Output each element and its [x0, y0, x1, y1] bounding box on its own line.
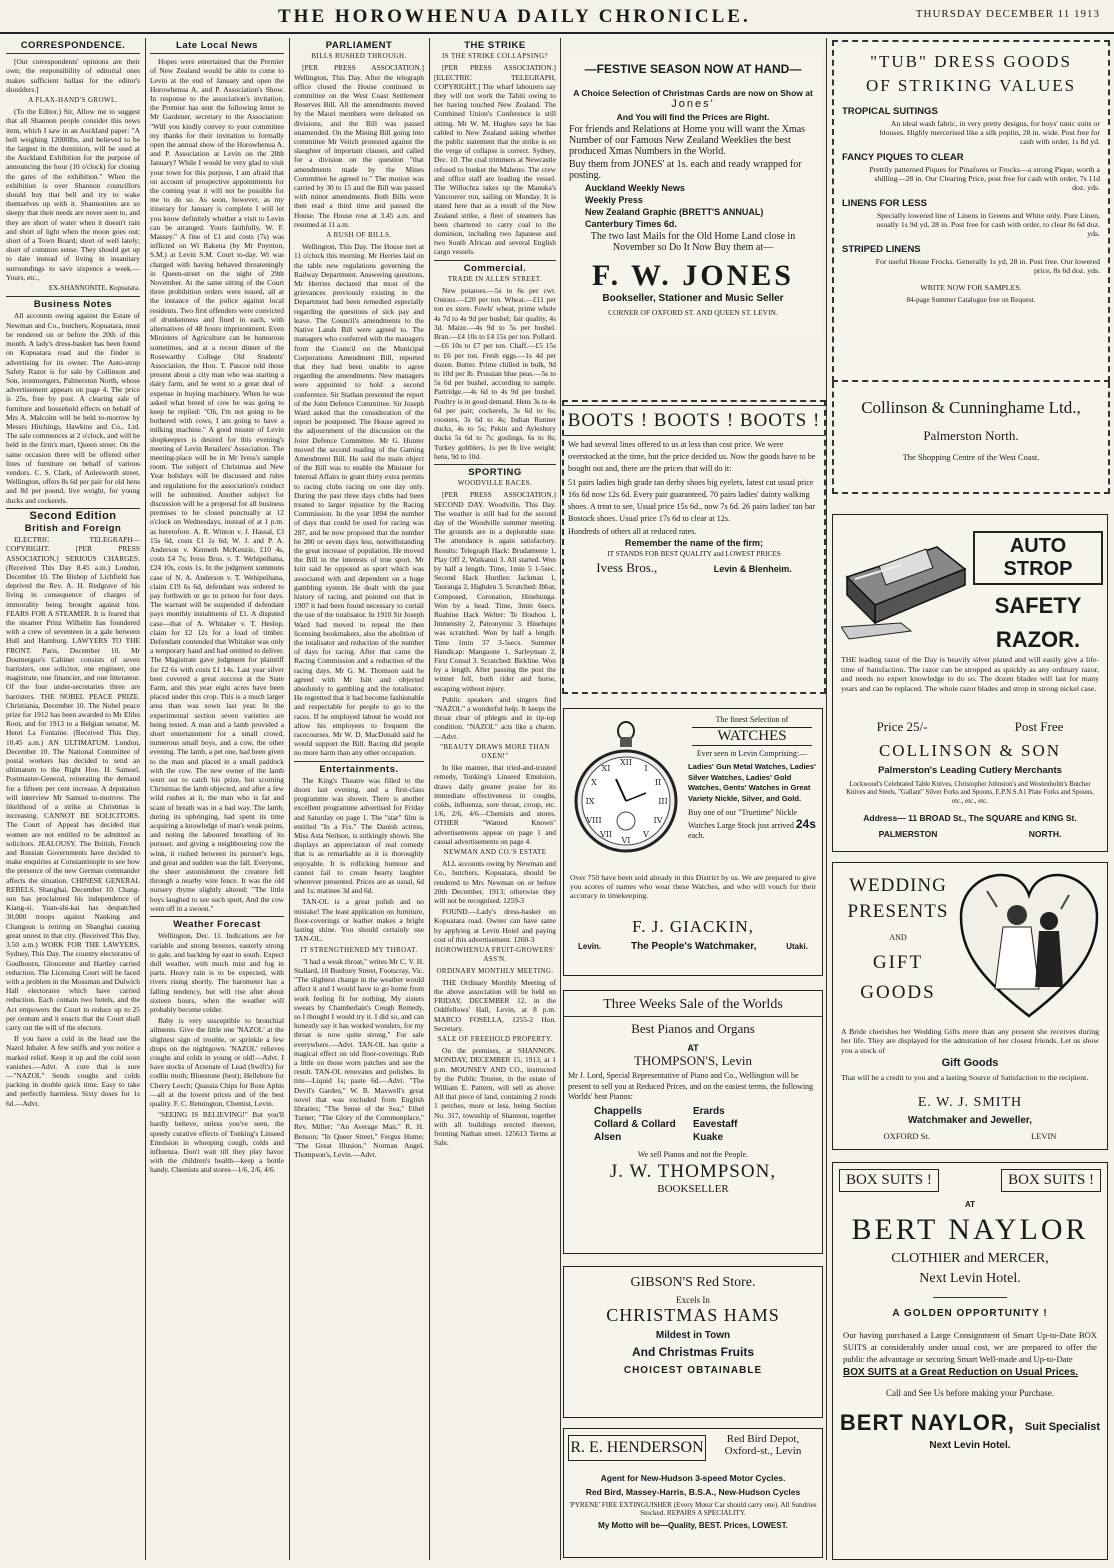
watches-sold: Over 750 have been sold already in this District by us. We are prepared to give you scores of names who wear these Watches, and who will vouch for their accuracy in timekeeping.	[570, 873, 816, 900]
naylor-consignment: Our having purchased a Large Consignment of Smart Up-to-Date BOX SUITS at considerably under usual cost, we are prepared to offer the public the advantage or securing Smart Well-made and Up-to-Date	[843, 1330, 1097, 1364]
watches-each: each.	[688, 831, 705, 840]
nazol-advt: If you have a cold in the head use the Nazol Inhaler. A few sniffs and you notice a marked relief. Keep it up and the cold soon vanishes.—Advt. A cure that is sure—"NAZOL" Sends coughs and colds packing in double quick time. Easy to take and perfectly harmless. Sixty doses for 1s 6d.—Advt.	[6, 1034, 140, 1108]
divider	[6, 508, 140, 509]
gibson-hams: CHRISTMAS HAMS	[606, 1305, 780, 1325]
column-correspondence	[6, 38, 140, 1560]
jones-headline: —FESTIVE SEASON NOW AT HAND—	[584, 62, 802, 76]
razor-description: THE leading razor of the Day is heavily silver plated and will easily give a life-time of Satisfaction. The razor can be stropped as quickly as any ordinary razor, and needs no expert knowledge to do so. The dozen blades will last for many years and can be replaced. The whole razor blades and strop in strong nickel case.	[841, 655, 1099, 693]
nazol-speakers-advt: Public speakers and singers find "NAZOL" a wonderful help. It keeps the throat clear of phlegm and in tip-top condition. "NAZOL" acts like a charm.—Advt.	[434, 694, 556, 741]
collinson-son-trade: Palmerston's Leading Cutlery Merchants	[878, 765, 1062, 776]
heading-commercial: Commercial.	[463, 262, 527, 274]
boots-quality: IT STANDS FOR BEST QUALITY and LOWEST PRICES	[607, 550, 781, 558]
razor-title-block	[973, 531, 1103, 653]
column-local-news	[150, 38, 284, 1560]
razor-case-illustration	[841, 527, 969, 647]
heading-british-foreign: British and Foreign	[24, 522, 122, 534]
ad-thompson-pianos	[563, 990, 823, 1254]
heading-parliament: PARLIAMENT	[325, 40, 393, 51]
wedding-gift-goods: Gift Goods	[941, 1057, 999, 1069]
heading-entertainments: Entertainments.	[319, 763, 399, 775]
subheading-bills-rushed: BILLS RUSHED THROUGH.	[311, 52, 407, 61]
pianos-representative: Mr J. Lord, Special Representative of Piano and Co., Wellington will be present to sell you at Reduced Prices, and on the easiest terms, the following Worlds' best Pianos:	[568, 1071, 814, 1101]
linens-heading: LINENS FOR LESS	[842, 198, 927, 209]
entertainments-body: The King's Theatre was filled to the doors last evening, and a first-class programme was shown. There is another excellent programme advertised for Friday and Saturday on page 1. The "star" film is entitled "In a Fix." The Danish actress, Miss Asta Neilson, is strikingly shown. She displays an appreciation of real comedy that is as remarkable as it is thoroughly enjoyable. It is rollicking humour and cannot fail to create hearty laughter wherever presented. Prices are as usual, 6d and 1s; matinee 3d and 6d.	[294, 775, 424, 896]
wedding-title-2: PRESENTS	[847, 901, 949, 922]
tub-write-samples: WRITE NOW FOR SAMPLES.	[920, 283, 1022, 292]
boots-remember: Remember the name of the firm;	[624, 538, 764, 548]
divider	[564, 435, 824, 436]
subheading-monthly-meeting: ORDINARY MONTHLY MEETING.	[436, 966, 554, 975]
naylor-opportunity: A GOLDEN OPPORTUNITY !	[892, 1308, 1048, 1319]
cc-town: Palmerston North.	[923, 428, 1019, 443]
commercial-body: New potatoes.—5s to 6s per cwt. Onions.—£20 per ton. Wheat.—£11 per ton ex store. Fowls' wheat, prime whole 4s 7d to 4s 9d per bushel; fair quality, 4s 3d. Maize.—4s 9d to 5s per bushel. Bran.—£4 10s to £4 15s per ton. Pollard.—£6 10s to £7 per ton. Chaff.—£5 15s to £6 per ton. Fresh eggs.—1s 4d per dozen. Butter. Prime chilled in bulk, 9d to 10d per lb. Prussian blue peas.—5s to 5s 6d per bushel, according to sample. Partridge.—4s 6d to 4s 9d per bushel. Poultry is in good demand. Hens 3s to 4s 6d per pair; cockerels, 3s 6d to 6s; roosters, 3s 6d to 4s; Indian Runner ducks, 4s to 5s; Pekin and Aylesbury ducks 5s 6d to 7s; goslings, 6s to 8s; Turkey gobblers, 1s per lb live weight; hens, 9d to 10d.	[434, 286, 556, 461]
naylor-location: Next Levin Hotel.	[919, 1271, 1021, 1286]
heading-late-local-news: Late Local News	[176, 40, 258, 51]
weekly-press: Weekly Press	[585, 195, 643, 205]
column-rule	[289, 38, 290, 1560]
henderson-agent: Agent for New-Hudson 3-speed Motor Cycles.	[600, 1473, 786, 1483]
chemist-notices: Baby is very susceptible to bronchial ailments. Give the little one 'NAZOL' at the slightest sign of trouble, or sprinkle a few drops on the nightgown. 'NAZOL' relieves coughs and colds in young or old!—Advt. I have stocks of Arsenate of Lead (Swift's) for codlin moth; Bluestone (best); Hellebore for Cherry Leech; Quassia Chips for Rose Aphis—all at the lowest prices and of the best quality. F. C. Remington, Chemist, Levin.	[150, 1016, 284, 1108]
naylor-sig-name: BERT NAYLOR,	[839, 1410, 1015, 1435]
subheading-rush-of-bills: A RUSH OF BILLS.	[326, 231, 392, 240]
newman-notice: ALL accounts owing by Newman and Co., butchers, Kopuatara, should be rendered to Mrs Newman on or before 20th December, 1913; otherwise they will not be recognised. 1259-3	[434, 859, 556, 906]
watches-finest: The finest Selection of	[715, 715, 789, 724]
tub-catalogue: 84-page Summer Catalogue free on Request.	[906, 296, 1036, 304]
brand-chappells: Chappells	[594, 1105, 642, 1117]
divider	[6, 296, 140, 297]
heading-second-edition: Second Edition	[29, 509, 117, 522]
razor-title-2: SAFETY	[994, 593, 1082, 618]
watches-list: Ladies' Gun Metal Watches, Ladies' Silver Watches, Ladies' Gold Watches, Gents' Watches in Great Variety Nickle, Silver, and Gold.	[688, 762, 816, 803]
smith-trade: Watchmaker and Jeweller,	[907, 1115, 1033, 1126]
tanol-advt: TAN-OL is a great polish and no mistake! The least application on furniture, floor-coverings or leather makes a bright lasting shine. You should certainly use TAN-OL.	[294, 897, 424, 944]
collinson-son-city	[833, 829, 1107, 839]
divider	[150, 53, 284, 54]
masthead	[0, 0, 1114, 34]
divider	[150, 916, 284, 917]
divider	[434, 464, 556, 465]
strike-body: [PER PRESS ASSOCIATION.] [ELECTRIC TELEGRAPH, COPYRIGHT.] The wharf labourers say they will not work the Tahiti owing to her having touched New Zealand. The Combined Union's Conference is still sitting. Mr W. M. Hughes says he has cabled to New Zealand asking whether the public statement that the strike is on the verge of collapse is correct. Sydney, Dec. 10. The coal trimmers at Newcastle refused to bunker the Mahenо. The crew and office staff are loading the vessel. The Willochra takes up the Manuka's Vancouver run, sailing on Monday. It is stated here that as a result of the New Zealand strike, a fleet of steamers has been chartered to carry coal to the dominion, including two Japanese and two South African and several English cargo vessels.	[434, 63, 556, 257]
boots-firm-towns: Levin & Blenheim.	[713, 564, 792, 574]
thompson-name: J. W. THOMPSON,	[609, 1160, 777, 1182]
svg-text:IV: IV	[653, 816, 663, 825]
heading-sporting: SPORTING	[468, 466, 522, 478]
brand-eavestaff: Eavestaff	[693, 1118, 738, 1130]
smith-address	[833, 1131, 1107, 1141]
column-parliament	[294, 38, 424, 1560]
watches-price: 24s	[795, 817, 816, 831]
watches-text-block	[686, 715, 818, 842]
svg-text:II: II	[654, 778, 662, 787]
razor-post-free: Post Free	[1014, 719, 1064, 734]
smith-name: E. W. J. SMITH	[917, 1095, 1023, 1110]
boots-firm-name: Ivess Bros.,	[596, 560, 658, 575]
letter-body: (To the Editor.) Sir, Allow me to suggest that all Shannon people consider this news item, which I saw in an Auckland paper: "A bell weighing 12000lbs, and believed to be the largest in the dominion, will be used at the Auckland Exhibition for the purpose of announcing the hour (10 o'clock) for closing the gates of the exhibition." When the exhibition is over Shannon councillors should buy that bell and try to wake themselves up with it. Shannonites are so sleepy that their needs are never seen to, and they are short of water when it doesn't rain and short of light when the moon goes out; short of a Town Board; short of well lately; short of common sense. They should get up to date instead of living in insanitary surroundings to save sixpence a week.—Yours, etc.,	[6, 107, 140, 282]
wedding-title-1: WEDDING	[849, 875, 947, 896]
ad-giackin-watches	[563, 708, 823, 976]
striped-body: For useful House Frocks. Generally 1s yd, 28 in. Post free. Our lowered price, 8s 6d doz. yds.	[875, 257, 1100, 275]
brand-erards: Erards	[693, 1105, 725, 1117]
ad-tub-dress-goods	[832, 40, 1110, 382]
tub-title-2: OF STRIKING VALUES	[865, 76, 1077, 95]
business-notes-body: All accounts owing against the Estate of Newman and Co., butchers, Kopuatara, must be rendered on or before the 20th of this month. A lady's dress-basket has been found on Kopuatara road and the finder is advertising for its owner. The Auto-strop Safety Razor is for sale by Collinson and Son, ironmongers, Palmerston North, whose advertisement appears on page 4. The price is 25s, free by post. A clearing sale of furniture and household effects on behalf of Mrs A. Malcolm will be held to-morrow by Messrs Hitchings, Hawkins and Co., Ltd. The sale commences at 2 o'clock, and will be held in the firm's mart, Queen street. On the same occasion there will be offered other lines of furniture on behalf of various vendors. C. S. Clark, of Aulesworth street, Wellington, offers 8s 6d per pair for old hens and 8d per pound, live weight, for young ducks and cockerels.	[6, 311, 140, 505]
gibson-fruits: And Christmas Fruits	[631, 1345, 754, 1359]
svg-text:VII: VII	[599, 830, 613, 839]
jones-line-cards	[569, 88, 817, 110]
heading-the-strike: THE STRIKE	[464, 40, 526, 51]
found-notice: FOUND.—Lady's dress-basket on Kopuatara road. Owner can have same by applying at Levin Hotel and paying cost of this advertisement. 1260-3	[434, 907, 556, 944]
ad-smith-wedding-presents	[832, 862, 1108, 1150]
watches-truetime	[688, 808, 816, 840]
pianos-shop: THOMPSON'S, Levin	[634, 1053, 752, 1068]
jones-line-mails: The two last Mails for the Old Home Land close in November so Do It Now Buy them at—	[590, 231, 796, 253]
svg-text:III: III	[658, 797, 668, 806]
giackin-name: F. J. GIACKIN,	[632, 917, 754, 936]
brand-alsen: Alsen	[594, 1131, 622, 1143]
letter-title: A FLAX-HAND'S GROWL.	[28, 96, 118, 105]
parliament-body-2: Wellington, This Day. The House met at 11 o'clock this morning. Mr Herries laid on the table new regulations governing the Railway Department. Answering questions, Mr Herries declared that most of the grievances previously existing in the Department had been remedied especially regarding the questions of sick pay and leave. The Council's amendments to the Native Lands Bill were agreed to. The managers who conferred with the managers from the Council on the Municipal Corporations Amendment Bill, reported that they had been unable to agree regarding the amendments. New managers were appointed to hold a second conference. Sir Stathan presented the report of the Joint Defence Committee. Sir Joseph Ward asked that the consideration of the report be postponed. The House agreed to the adjournment of the discussion on the Joint Defence Committee. Mr G. Hunter moved the second reading of the Gaming Amendment Bill. He said the main object of the Bill was to enable the Minister for Internal Affairs to grant thirty extra permits to racing clubs racing on one day only. During the past three days clubs had been treated to larger injustice by the Racing Commission. In the year 1894 the number of days that could be used for racing was 287, and he now proposed that the number be 280 or seven days less, notwithstanding the great increase of population. He moved the Bill in the interests of true sport. Mr Isitt said he opposed as sport which was associated with and dependent on a huge gambling system. He dealt with the past history of racing, and pointed out that in 1907 it had been found necessary to curtail the use of the totalisator. In 1910 Sir Joseph Ward had moved to repeal the then licensing bookmakers, also the abolition of the totalisator and reduction of the number of days for racing. After that came the Racing Commission and a reduction of the racing days. Mr G. M. Thomson said he agreed with Mr Isitt and objected absolutely to gambling and the totalisator. He regretted that it had become fashionable and respectable for people to go to the races. If he employed labour he would not allow his employees to frequent the racecourses. Mr W. D. MacDonald said he would support the Bill. Racing did people no more harm than any other occupation.	[294, 242, 424, 758]
henderson-name: R. E. HENDERSON	[568, 1435, 706, 1461]
pocket-watch-illustration	[570, 719, 682, 859]
giackin-town-otaki: Utaki.	[786, 942, 808, 951]
svg-text:V: V	[643, 830, 649, 839]
city-north: NORTH.	[1028, 829, 1062, 839]
wedding-title-block	[843, 875, 953, 1004]
piques-heading: FANCY PIQUES TO CLEAR	[842, 152, 964, 163]
newspaper-title: THE HOROWHENUA DAILY CHRONICLE.	[278, 6, 751, 27]
column-rule	[145, 38, 146, 1560]
watches-truetime-text: Buy one of our "Truetime" Nickle Watches Large Stock just arrived	[688, 808, 798, 830]
boots-prices: 51 pairs ladies high grade tan derby shoes big eyelets, latest cut usual price 16s 6d now 12s 6d. Every pair guaranteed. 70 pairs ladies' dainty walking shoes. A treat to see, Usual price 15s 6d., now 7s 6d. 26 pairs ladies' tan bar Bostock shoes. Usual price 17s 6d to clear at 12s.	[568, 478, 816, 523]
divider	[294, 761, 424, 762]
jones-name: F. W. JONES	[592, 259, 794, 292]
watches-title: WATCHES	[692, 727, 812, 746]
weekly-auckland: Auckland Weekly News	[585, 183, 685, 193]
heading-weather-forecast: Weather Forecast	[173, 919, 261, 931]
wedding-heart-illustration	[957, 871, 1101, 1021]
svg-text:I: I	[644, 764, 648, 773]
subheading-strike-collapsing: IS THE STRIKE COLLAPSING?	[441, 52, 549, 61]
letter-signature: EX-SHANNONITE. Kopuatara.	[48, 284, 140, 293]
naylor-sig-trade: Suit Specialist	[1024, 1421, 1101, 1433]
tropical-body: An ideal wash fabric, in very pretty designs, for boys' tunic suits or blouses. Highly mercerised like a silk poplin, 28 in. wide. Post free for cash with order, 1s 8d yd.	[879, 119, 1100, 146]
pianos-tagline: We sell Pianos and not the People.	[637, 1149, 749, 1159]
watches-comprising: Ever seen in Levin Comprising:—	[696, 749, 808, 758]
divider	[564, 1016, 822, 1017]
brand-collard: Collard & Collard	[594, 1118, 676, 1130]
naylor-signature	[833, 1410, 1107, 1436]
pianos-at: AT	[687, 1043, 699, 1053]
svg-text:XI: XI	[601, 764, 611, 773]
ad-collinson-cunninghame	[832, 382, 1110, 494]
cable-news-body: ELECTRIC TELEGRAPH—COPYRIGHT. [PER PRESS ASSOCIATION.] SERIOUS CHARGES. (Received This Day 8.45 a.m.) London, December 10. The Bishop of Lichfield has deprived the Rev. A. H. Redgrave of his living in consequence of charges of immorality being brought against him. FEARS FOR A STEAMER. It is feared that the steamer Prinz Wilhelm has foundered with a crew of seventeen in a gale between Hull and Hamburg. LAWYERS TO THE FRONT. Paris, December 10. Mr Doumergue's Cabinet consists of seven barristers, one solicitor, one engineer, one magistrate, one financier, and one litterateur. Of the four under-secretaries three are barristers. THE NOBEL PEACE PRIZE. Christiania, December 10. The Nobel peace prize for 1912 has been awarded to Mr Elihu Root, and for 1913 to a Belgian senator, M. Henri La Fontaine. (Received This Day, 10.45 a.m.) AN ULTIMATUM. London, December 10. The National Committee of postal workers has decided to send an ultimatum to the Right Hon. H. Samuel, Postmaster-General, reiterating the demand for a fifteen per cent increase. A deputation will interview Mr Samuel to-morrow. The likelihood of a strike at Christmas is increasing. CANNOT BE SOLICITORS. The Court of Appeal has decided that women are not entitled to be admitted as solicitors. JEALOUSY. The British, French and Russian Governments have decided to make enquiries at Constantinople to see how the presence of the new German commander affects the situation. CHINESE GENERAL REBELS. Shanghai, December 10. Chang-sun has proclaimed his independence of Kiang-si. Yuan-shi-kai has despatched 30,000 troops against Nanking and Changsun is retiring on Shanghai causing great unrest in that city. (Received This Day, 3.50 a.m.) WORK FOR THE LAWYERS. Sydney, This Day. The country electorates of Goulbourn, Gloucester and Hartley carried reduction. The Licensing Court will be faced with a problem in the Mossman and Dulwich Hall electorates which have carried reduction. Each contain two hotels, and the Act empowers the Court to reduce up to 25 per centum and it enacts that the Court shall carry out the will of the electors.	[6, 535, 140, 1032]
cc-tagline: The Shopping Centre of the West Coast.	[902, 452, 1040, 462]
razor-title-3: RAZOR.	[995, 627, 1081, 652]
pianos-subheadline: Best Pianos and Organs	[631, 1021, 755, 1036]
giackin-town-levin: Levin.	[578, 942, 602, 951]
henderson-street: Oxford-st., Levin	[724, 1445, 802, 1457]
jones-line-prices: And You will find the Prices are Right.	[616, 112, 770, 122]
linens-body: Specially lowered line of Linens in Greens and White only. Pure Linen, usually 1s 9d yd, 28 in. Post free for cash with order, to clear 8s 6d doz. yds.	[876, 211, 1100, 238]
freehold-sale-notice: On the premises, at SHANNON. MONDAY, DECEMBER 15, 1913, at 1 p.m. MOUNSEY AND CO., instructed by the Public Trustee, in the estate of William E. Pattern, will sell as above: All that piece of land, containing 2 roods 1 perches, more or less, being Section No. 317, township of Shannon, together with all buildings erected thereon, fronting Nathan street. 125613 Terms at Sale.	[434, 1046, 556, 1148]
wedding-title-4: GOODS	[860, 982, 936, 1003]
jones-trade: Bookseller, Stationer and Music Seller	[602, 293, 784, 304]
ad-gibson-hams	[563, 1266, 823, 1418]
editorial-note: [Our correspondents' opinions are their own; the responsibility of editorial ones makes sufficient ballast for the editor's shoulders.]	[6, 57, 140, 94]
subheading-freehold-sale: SALE OF FREEHOLD PROPERTY.	[437, 1034, 553, 1043]
column-rule	[429, 38, 430, 1560]
wedding-credit: That will be a credit to you and a lasting Source of Satisfaction to the recipient.	[841, 1073, 1089, 1082]
ad-ivess-boots	[562, 400, 826, 694]
column-rule	[826, 38, 827, 1560]
divider	[933, 1297, 1007, 1298]
jones-line-weeklies: For friends and Relations at Home you will want the Xmas Number of our Famous New Zealand Weeklies the best produced Xmas Numbers in the World.	[569, 124, 806, 157]
naylor-trade: CLOTHIER and MERCER,	[891, 1251, 1049, 1266]
meeting-notice: THE Ordinary Monthly Meeting of the above association will be held on FRIDAY, DECEMBER 12, in the Oddfellows' Hall, Levin, at 8 p.m. MARCO FOSELLA, 1255-2 Hon. Secretary.	[434, 977, 556, 1033]
piano-brands	[564, 1105, 822, 1144]
svg-text:XII: XII	[619, 758, 633, 767]
weekly-canterbury: Canterbury Times 6d.	[585, 219, 677, 229]
ad-bert-naylor	[832, 1162, 1108, 1560]
collinson-son-address: Address— 11 BROAD St., The SQUARE and KING St.	[863, 813, 1077, 823]
svg-text:X: X	[591, 778, 597, 787]
local-news-body: Hopes were entertained that the Premier of New Zealand would be able to come to Levin at the end of January and open the Horowhenua A. and P. Association's Show. In response to the association's invitation, the Premier has sent the following letter to Mr Gardener, secretary to the Association: "Will you kindly convey to your committee my thanks for their invitation to formally open the annual show of the Horowhenua A. and P. Association at Levin on the 28th January? While I would be very glad to visit your town for this purpose, I am afraid that on account of prospective appointments for the coming year it will not be possible for me to do so. As soon, however, as my itinerary for January is complete I will let you know definitely whether a visit to Levin can be arranged. Yours faithfully, W. F. Massey." A fine of £1 and costs (7s) was inflicted on Wi Rakena (by Mr Poynton, S.M.) at Levin S.M. Court to-day. Wi was charged with having behaved threateningly in Queen-street on the night of 29th November. At the same sitting of the Court three prohibition orders were issued, all at the instance of the police against local residents. Two first offenders were convicted of drunkenness and fined in each, with alternatives of 48 hours imprisonment. Even Ministers of Agriculture can be humorous sometimes, and at a recent dinner of the Rosewarthy College Old Students' Association, the Hon. T. Pascoe told those present about a city man who was starting a dairy farm, and he went to a great deal of expense in buying machinery. When he was asked what breed of cow he was going to keep he replied: "Oh, I'm not going to be bothered with cows, I am going to have a milking machine." A good muster of Levin shopkeepers is desired for this evening's meeting of Levin Retailers' Association. The meeting-place will be in Mr Ivess's sample room. The subject of Christmas and New Year holidays will be discussed and rules and regulations for the association's conduct will be submitted. Another subject for discussion will be a proposal for all business premises to be closed punctually at 12 o'clock on Wednesdays, instead of at 1 p.m. as heretofore. A. R. Winton v. J. Hassal, £3 15s 6d, costs £1 1s 6d; W. J. and P. A. Anderson v. Kenneth McKenzie, £10 4s, costs £4 7s; Ivess Bros. v. T. Wehipeihana, £24 10s, costs 1s. In the judgment summons case of N. A. Anderson v. T. Wehipeihana, claim £19 6s 6d, defendant was ordered to pay forthwith or go to prison for four days. The warrant will be suspended if defendant pays monthly instalments of £1. A disputed case—that of A. Whitaker v. T. Heslop, claim for £2 12s for a load of timber. Defendant contended that Whitaker was only a temporary hand and had omitted to deliver. The Magistrate gave judgment for plaintiff for £2 6s with costs £1 14s. Last year silver beet covered a great success at the State Farm, and this year eight acres have been placed under this crop. This is a much larger area than was sown last year. In the experimental section seven varieties are being tested. A man and a lamb provided a short entertainment for a small crowd, numerous small boys, and a cow, the other evening. The lamb, a pet one, had been given to the man and placed in a small paddock with the cow. The new owner of the lamb went out to catch his prize, but scorning Christmas the lamb objected, and after a few wild rushes at it, the man who is fat and scant of breath was in a bad way. The lamb, during its upbringing, had spent its time acquiring a knowledge of man's weak points, and noting the laboured breathing of its pursuer, and giving a neighbouring cow the wink, it rushed between its pursuer's legs, and great and sudden was the fall. Everyone, the sheer astonishment the creature fell through a nearby wire fence. It was the old nursery rhyme slightly altered: "The little boys laughed to see such sport, And the cow went off in a swoon."	[150, 57, 284, 913]
collinson-son-stock: Lockwood's Celebrated Table Knives, Christopher Johnston's and Wostenholm's Butcher Knives and Steels, "Gallant" Silver Forks and Spoons, E.P.N.S.A1 Plate Forks and Spoons, etc., etc., etc.	[846, 781, 1094, 805]
jones-name-inline: Jones'	[671, 98, 715, 110]
naylor-sig-location: Next Levin Hotel.	[929, 1440, 1011, 1451]
gibson-excels: Excels In	[676, 1295, 710, 1305]
striped-heading: STRIPED LINENS	[842, 244, 921, 255]
smith-town: LEVIN	[1030, 1131, 1057, 1141]
gibson-mildest: Mildest in Town	[655, 1330, 731, 1341]
subheading-woodville-races: WOODVILLE RACES.	[457, 479, 533, 488]
beauty-advt-body: In like manner, that tried-and-trusted remedy, Tonking's Linseed Emulsion, draws daily greater praise for its immediate effectiveness in coughs, colds, influenza, sore throat, croup, etc. 1/6, 2/6, 4/6—Chemists and stores. OTHER "Wanted Known" advertisements appear on page 1 and casual advertisements on page 4.	[434, 763, 556, 846]
boots-headline: BOOTS ! BOOTS ! BOOTS !	[567, 410, 821, 431]
subheading-beauty: "BEAUTY DRAWS MORE THAN OXEN!"	[440, 742, 550, 761]
boots-others: Hundreds of others all at reduced rates.	[568, 527, 697, 536]
subheading-fruitgrowers: HOROWHENUA FRUIT-GROWERS' ASS'N.	[435, 946, 555, 964]
naylor-at: AT	[964, 1200, 976, 1209]
column-rule	[560, 38, 561, 1560]
jones-cards-text: A Choice Selection of Christmas Cards are now on Show at	[573, 88, 813, 98]
subheading-newman-estate: NEWMAN AND CO.'S ESTATE	[443, 848, 547, 857]
giackin-trade: The People's Watchmaker,	[630, 941, 757, 952]
svg-text:VIII: VIII	[586, 816, 602, 825]
box-suits-2: BOX SUITS !	[1001, 1169, 1101, 1192]
svg-text:VI: VI	[621, 836, 631, 845]
razor-price: Price 25/-	[876, 719, 928, 734]
henderson-depot	[708, 1433, 818, 1457]
ad-fw-jones	[565, 56, 821, 336]
tropical-heading: TROPICAL SUITINGS	[842, 106, 938, 117]
divider	[6, 53, 140, 54]
wedding-intro: A Bride cherishes her Wedding Gifts more than any present she receives during her life. They are displayed for the admiration of her closest friends. Let us show you a stock of	[841, 1027, 1099, 1055]
henderson-body	[564, 1473, 822, 1530]
parliament-body-1: [PER PRESS ASSOCIATION.] Wellington, This Day. After the telegraph office closed the House continued in committee on the West Coast Settlement Reserves Bill. All the amendments moved by the Maori members were defeated on divisions, and the Bill was passed unamended. On the Mining Bill going into committee Mr Veitch protested against the slaughter of important clauses, and called for a division on the question "that amendments made by the Mines Committee be agreed to." The motion was carried by 30 to 15 and the Bill was passed with minor amendments. Both Bills were then read a third time and passed the House. The House rose at 3.45 a.m. and resumed at 11 a.m.	[294, 63, 424, 229]
gibson-title: GIBSON'S Red Store.	[630, 1275, 756, 1290]
tub-title-1: "TUB" DRESS GOODS	[870, 52, 1072, 71]
naylor-call: Call and See Us before making your Purchase.	[886, 1388, 1054, 1398]
sporting-body: [PER PRESS ASSOCIATION.] SECOND DAY. Woodville, This Day. The weather is still bad for the second day of the Woodville summer meeting. The grounds are in a deplorable state. The attendance is again satisfactory. Results: Telegraph Hack: Brudamente 1, Play Off 2, Waikanui 3. All started. Won by half a length. Time, 1min 5 1-5sec. Second Hack Hurdles: Jackman 1, Tauranga 2, Highden 3. Scratched: Ibbar, Composed, Coronation, Hinehunga. Won by a head. Time, 3min 6secs. Ruahine Hack Welter: Te Houhou 1, Immensity 2, Patronymic 3. Hinehupu was scratched. Won by half a length. Time 1min 37 3-5secs. Summer Handicap: Mangaone 1, Sarleyman 2, First Consul 3. Scratched: Birkline. Won by a length. After passing the post the winner fell, both rider and horse, escaping without injury.	[434, 490, 556, 693]
henderson-motto: My Motto will be—Quality, BEST. Prices, LOWEST.	[598, 1521, 788, 1530]
wedding-and: AND	[889, 933, 907, 942]
ad-henderson-cycles	[563, 1428, 823, 1558]
divider	[434, 260, 556, 261]
svg-text:IX: IX	[585, 797, 595, 806]
subheading-allen-street: TRADE IN ALLEN STREET.	[447, 274, 543, 283]
henderson-cycles: Red Bird, Massey-Harris, B.S.A., New-Hudson Cycles	[585, 1487, 801, 1497]
jones-line-buy: Buy them from JONES' at 1s. each and ready wrapped for posting.	[569, 159, 802, 181]
jones-address: CORNER OF OXFORD ST. AND QUEEN ST. LEVIN.	[608, 308, 778, 317]
collinson-son-name: COLLINSON & SON	[878, 741, 1062, 760]
ad-auto-strop-razor	[832, 514, 1108, 852]
heading-business-notes: Business Notes	[33, 299, 113, 311]
subheading-throat: IT STRENGTHENED MY THROAT.	[300, 945, 418, 954]
issue-date: THURSDAY DECEMBER 11 1913	[915, 8, 1100, 20]
tonking-advt: "SEEING IS BELIEVING!" But you'll hardly believe, unless you've seen, the speedy curative effects of Tonking's Linseed Emulsion in whooping cough, colds and influenza. Don't wait till they play havoc with the children's health—keep a bottle handy. Chemists and stores—1/6, 2/6, 4/6.	[150, 1110, 284, 1175]
giackin-trade-row	[564, 941, 822, 952]
razor-price-row	[833, 719, 1107, 735]
naylor-box-suits-row	[839, 1169, 1101, 1192]
box-suits-1: BOX SUITS !	[839, 1169, 939, 1192]
pianos-headline: Three Weeks Sale of the Worlds	[603, 997, 783, 1012]
henderson-pyrene: 'PYRENE' FIRE EXTINGUISHER (Every Motor Car should carry one). All Sundries Stocked. REPAIRS A SPECIALITY.	[569, 1501, 817, 1517]
smith-street: OXFORD St.	[883, 1131, 930, 1141]
heading-correspondence: CORRESPONDENCE.	[20, 40, 126, 51]
thompson-trade: BOOKSELLER	[657, 1182, 729, 1195]
boots-intro: We had several lines offered to us at less than cost price. We were overstocked at the time, but the price decided us. Now the goods have to be bought out and, there are the prices that will do it:	[568, 440, 816, 473]
brand-kuake: Kuake	[693, 1131, 724, 1143]
weekly-graphic: New Zealand Graphic (BRETT'S ANNUAL)	[585, 207, 764, 217]
city-palmerston: PALMERSTON	[878, 829, 938, 839]
divider	[564, 405, 824, 406]
gibson-choicest: CHOICEST OBTAINABLE	[623, 1365, 763, 1376]
henderson-red-bird: Red Bird Depot,	[726, 1433, 800, 1445]
naylor-name: BERT NAYLOR	[851, 1213, 1089, 1246]
razor-title-1: AUTO STROP	[973, 531, 1103, 585]
column-strike	[434, 38, 556, 1560]
wedding-title-3: GIFT	[872, 952, 924, 973]
throat-advt-body: "I had a weak throat," writes Mr C. V. H. Stallard, 10 Bunbury Street, Footscray, Vic. "The slightest change in the weather would affect it and I would have to go home from work feeling fit for nothing. My sisters swears by Chamberlain's Cough Remedy, so I thought I would try it. I did so, and can honestly say it has worked wonders, for my throat is now quite strong." For sale everywhere.—Advt. TAN-OL has quite a magical effect on old floor-coverings. Rub a little on those worn patches and see the result. TAN-OL renovates and polishes. In tins—Liquid 1s; paste 6d.—Advt. "The Devil's Garden," W. B. Maxwell's great novel that was excluded from English libraries; "The Sense of the Sea," Ethel Turner; "The Glory of the Commonplace," Rev. Miller; "An Average Man," R. H. Benson; "In Queer Street," Fergus Hume; "The Great Illusion," Norman Angel. Thompson's, Levin.—Advt.	[294, 956, 424, 1159]
cc-name: Collinson & Cunninghame Ltd.,	[861, 398, 1081, 417]
boots-firm	[568, 560, 820, 576]
piques-body: Prettily patterned Piques for Pinafores or Frocks—a strong Pique, worth a shilling—28 in. Our Clearing Price, post free for cash with order, 7s 11d doz. yds.	[869, 165, 1100, 192]
naylor-reduction: BOX SUITS at a Great Reduction on Usual Prices.	[843, 1367, 1079, 1378]
weather-body: Wellington, Dec. 11. Indications are for variable and strong breezes, easterly strong to gale, and backing by east to south. Expect dull weather, with much mist and fog in parts. Heavy rain is to be expected, with rivers rising shortly. The barometer has a falling tendency, but will rise after about sixteen hours, when the weather will probably become colder.	[150, 931, 284, 1014]
